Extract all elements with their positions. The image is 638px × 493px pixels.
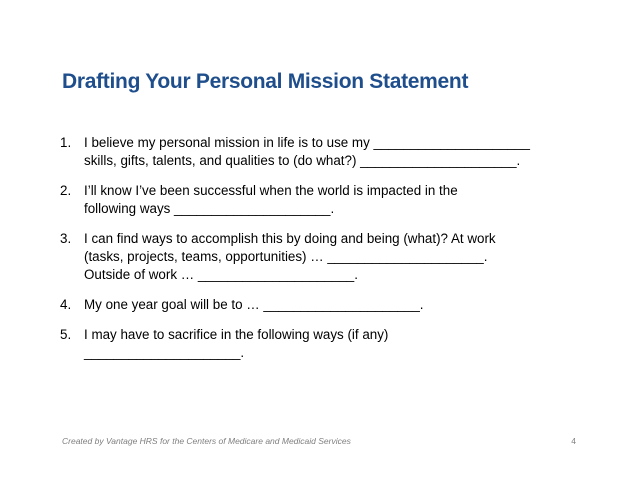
list-item <box>60 134 600 170</box>
list-item <box>60 230 600 284</box>
item-number: 1. <box>60 135 72 150</box>
item-text-line: Outside of work … _____________________. <box>84 267 358 282</box>
item-text-line: My one year goal will be to … _____________________. <box>84 297 424 312</box>
list-item <box>60 326 600 362</box>
item-text-line: I’ll know I’ve been successful when the world is impacted in the <box>84 183 458 198</box>
list-item <box>60 182 600 218</box>
slide-title: Drafting Your Personal Mission Statement <box>62 70 469 93</box>
item-text-line: I believe my personal mission in life is to use my _____________________ <box>84 135 530 150</box>
mission-question-list <box>60 134 600 374</box>
item-text-line: I can find ways to accomplish this by doing and being (what)? At work <box>84 231 496 246</box>
item-number: 2. <box>60 183 72 198</box>
page-number: 4 <box>571 436 576 446</box>
item-text-line: following ways _____________________. <box>84 201 335 216</box>
item-number: 3. <box>60 231 72 246</box>
item-text-line: _____________________. <box>84 345 245 360</box>
item-text-line: I may have to sacrifice in the following ways (if any) <box>84 327 389 342</box>
item-number: 5. <box>60 327 72 342</box>
footer-credit: Created by Vantage HRS for the Centers of Medicare and Medicaid Services <box>62 436 351 446</box>
item-text-line: skills, gifts, talents, and qualities to (do what?) _____________________. <box>84 153 521 168</box>
item-number: 4. <box>60 297 72 312</box>
list-item <box>60 296 600 314</box>
item-text-line: (tasks, projects, teams, opportunities) … _____________________. <box>84 249 488 264</box>
